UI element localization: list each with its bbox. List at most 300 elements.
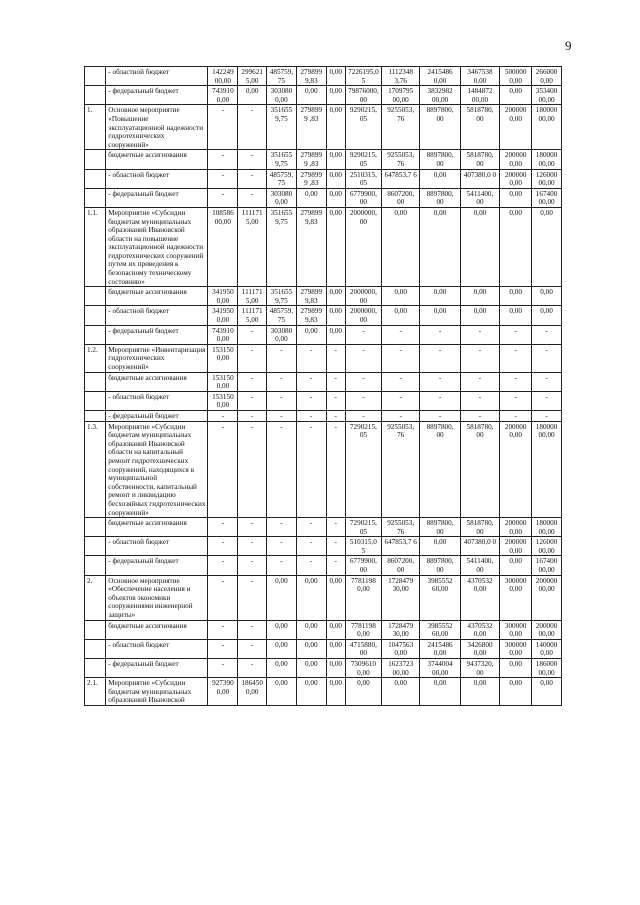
- amount-cell: 407380,0 0: [460, 537, 499, 556]
- amount-cell: -: [296, 556, 326, 575]
- amount-cell: 0,00: [296, 678, 326, 706]
- amount-cell: 279899 9,83: [296, 67, 326, 86]
- amount-cell: -: [345, 372, 381, 391]
- amount-cell: 153150 0,00: [208, 344, 238, 372]
- amount-cell: 126000 00,00: [532, 169, 562, 188]
- amount-cell: 0,00: [500, 556, 532, 575]
- row-name: - областной бюджет: [106, 391, 208, 410]
- amount-cell: 0,00: [326, 150, 345, 169]
- amount-cell: 8897800, 00: [420, 421, 460, 518]
- row-number: [85, 306, 106, 325]
- amount-cell: 0,00: [500, 188, 532, 207]
- amount-cell: 7226195,0 5: [345, 67, 381, 86]
- amount-cell: -: [238, 575, 267, 620]
- page-number: 9: [565, 38, 572, 53]
- amount-cell: 3985552 60,00: [420, 620, 460, 639]
- amount-cell: 0,00: [420, 537, 460, 556]
- amount-cell: 167400 00,00: [532, 188, 562, 207]
- amount-cell: 7290215, 05: [345, 518, 381, 537]
- amount-cell: -: [420, 372, 460, 391]
- amount-cell: 2000000, 00: [345, 287, 381, 306]
- row-name: Основное мероприятие «Обеспечение населения и объектов экономики сооружениями инженерной защиты»: [106, 575, 208, 620]
- table-row: [85, 639, 562, 658]
- amount-cell: -: [532, 344, 562, 372]
- amount-cell: 4370532 0,00: [460, 620, 499, 639]
- table-row: [85, 575, 562, 620]
- amount-cell: 186000 00,00: [532, 659, 562, 678]
- amount-cell: 180000 00,00: [532, 518, 562, 537]
- amount-cell: -: [460, 391, 499, 410]
- amount-cell: 0,00: [326, 678, 345, 706]
- amount-cell: -: [382, 372, 420, 391]
- table-row: [85, 188, 562, 207]
- row-name: - областной бюджет: [106, 67, 208, 86]
- amount-cell: -: [238, 639, 267, 658]
- amount-cell: -: [296, 518, 326, 537]
- amount-cell: 9437320, 00: [460, 659, 499, 678]
- amount-cell: 200000 00,00: [532, 575, 562, 620]
- amount-cell: -: [267, 372, 297, 391]
- table-row: [85, 306, 562, 325]
- amount-cell: 1709795 00,00: [382, 86, 420, 105]
- amount-cell: -: [345, 391, 381, 410]
- amount-cell: 0,00: [500, 306, 532, 325]
- row-number: [85, 391, 106, 410]
- amount-cell: 111171 5,00: [238, 207, 267, 286]
- row-number: [85, 372, 106, 391]
- amount-cell: -: [238, 344, 267, 372]
- amount-cell: 153150 0,00: [208, 391, 238, 410]
- row-name: - федеральный бюджет: [106, 325, 208, 344]
- amount-cell: -: [420, 410, 460, 421]
- amount-cell: 0,00: [500, 287, 532, 306]
- amount-cell: 0,00: [532, 207, 562, 286]
- amount-cell: -: [345, 344, 381, 372]
- amount-cell: 8897800, 00: [420, 518, 460, 537]
- amount-cell: -: [532, 391, 562, 410]
- amount-cell: 0,00: [326, 659, 345, 678]
- amount-cell: 7781198 0,00: [345, 575, 381, 620]
- row-name: бюджетные ассигнования: [106, 150, 208, 169]
- amount-cell: 3832982 00,00: [420, 86, 460, 105]
- row-number: [85, 639, 106, 658]
- row-name: - областной бюджет: [106, 169, 208, 188]
- amount-cell: -: [460, 325, 499, 344]
- amount-cell: 341950 0,00: [208, 287, 238, 306]
- amount-cell: -: [532, 410, 562, 421]
- amount-cell: 9290215, 05: [345, 105, 381, 150]
- amount-cell: 4370532 0,00: [460, 575, 499, 620]
- amount-cell: 200000 0,00: [500, 169, 532, 188]
- amount-cell: 2798999 ,83: [296, 150, 326, 169]
- amount-cell: 0,00: [420, 207, 460, 286]
- amount-cell: 200000 0,00: [500, 537, 532, 556]
- amount-cell: 300000 0,00: [500, 575, 532, 620]
- row-name: бюджетные ассигнования: [106, 287, 208, 306]
- amount-cell: 0,00: [296, 188, 326, 207]
- amount-cell: 111171 5,00: [238, 306, 267, 325]
- amount-cell: 79876000, 00: [345, 86, 381, 105]
- amount-cell: -: [500, 372, 532, 391]
- amount-cell: 0,00: [296, 86, 326, 105]
- amount-cell: 0,00: [326, 575, 345, 620]
- amount-cell: 279899 9,83: [296, 306, 326, 325]
- amount-cell: -: [420, 344, 460, 372]
- amount-cell: -: [238, 620, 267, 639]
- amount-cell: 351655 9,75: [267, 150, 297, 169]
- row-number: [85, 556, 106, 575]
- amount-cell: 647853,7 6: [382, 169, 420, 188]
- amount-cell: 0,00: [326, 86, 345, 105]
- amount-cell: 0,00: [500, 207, 532, 286]
- amount-cell: 5411400, 00: [460, 188, 499, 207]
- amount-cell: 266000 0,00: [532, 67, 562, 86]
- table-row: [85, 86, 562, 105]
- amount-cell: -: [326, 421, 345, 518]
- row-number: 2.: [85, 575, 106, 620]
- table-row: [85, 678, 562, 706]
- amount-cell: 1112348 3,76: [382, 67, 420, 86]
- amount-cell: 500000 0,00: [500, 67, 532, 86]
- amount-cell: 0,00: [238, 86, 267, 105]
- amount-cell: 8897800, 00: [420, 150, 460, 169]
- amount-cell: -: [238, 421, 267, 518]
- amount-cell: -: [208, 169, 238, 188]
- amount-cell: -: [296, 344, 326, 372]
- amount-cell: 0,00: [382, 678, 420, 706]
- amount-cell: 303080 0,00: [267, 86, 297, 105]
- amount-cell: 0,00: [500, 659, 532, 678]
- amount-cell: -: [267, 391, 297, 410]
- row-number: [85, 410, 106, 421]
- amount-cell: 647853,7 6: [382, 537, 420, 556]
- amount-cell: 0,00: [267, 639, 297, 658]
- row-name: бюджетные ассигнования: [106, 372, 208, 391]
- amount-cell: 111171 5,00: [238, 287, 267, 306]
- amount-cell: -: [208, 537, 238, 556]
- amount-cell: -: [238, 556, 267, 575]
- amount-cell: -: [326, 372, 345, 391]
- amount-cell: 7290215, 05: [345, 421, 381, 518]
- table-row: [85, 287, 562, 306]
- row-number: [85, 518, 106, 537]
- amount-cell: 0,00: [532, 306, 562, 325]
- amount-cell: -: [208, 556, 238, 575]
- row-number: [85, 169, 106, 188]
- amount-cell: 3985552 60,00: [420, 575, 460, 620]
- amount-cell: -: [208, 620, 238, 639]
- amount-cell: 153150 0,00: [208, 372, 238, 391]
- amount-cell: -: [382, 410, 420, 421]
- row-number: [85, 620, 106, 639]
- amount-cell: 0,00: [382, 306, 420, 325]
- row-name: бюджетные ассигнования: [106, 518, 208, 537]
- amount-cell: 0,00: [460, 678, 499, 706]
- amount-cell: 108586 00,00: [208, 207, 238, 286]
- amount-cell: -: [238, 372, 267, 391]
- amount-cell: 7781198 0,00: [345, 620, 381, 639]
- table-row: [85, 169, 562, 188]
- row-name: Мероприятие «Субсидии бюджетам муниципальных образований Ивановской: [106, 678, 208, 706]
- amount-cell: 8897800, 00: [420, 105, 460, 150]
- amount-cell: -: [238, 150, 267, 169]
- table-row: [85, 150, 562, 169]
- amount-cell: 142249 00,00: [208, 67, 238, 86]
- row-name: - областной бюджет: [106, 639, 208, 658]
- amount-cell: 3426800 0,00: [460, 639, 499, 658]
- table-row: [85, 344, 562, 372]
- amount-cell: 8897800, 00: [420, 188, 460, 207]
- amount-cell: -: [208, 188, 238, 207]
- amount-cell: 0,00: [296, 639, 326, 658]
- amount-cell: 7309610 0,00: [345, 659, 381, 678]
- amount-cell: -: [238, 518, 267, 537]
- amount-cell: 0,00: [296, 659, 326, 678]
- row-name: - федеральный бюджет: [106, 659, 208, 678]
- amount-cell: 180000 00,00: [532, 150, 562, 169]
- amount-cell: 5818780, 00: [460, 421, 499, 518]
- amount-cell: -: [267, 410, 297, 421]
- row-number: [85, 188, 106, 207]
- amount-cell: 180000 00,00: [532, 421, 562, 518]
- amount-cell: -: [420, 391, 460, 410]
- amount-cell: 5818780, 00: [460, 518, 499, 537]
- amount-cell: -: [382, 325, 420, 344]
- amount-cell: -: [345, 325, 381, 344]
- amount-cell: 9290215, 05: [345, 150, 381, 169]
- amount-cell: 0,00: [500, 86, 532, 105]
- amount-cell: 0,00: [382, 207, 420, 286]
- table-row: [85, 620, 562, 639]
- row-name: Основное мероприятие «Повышение эксплуатационной надежности гидротехнических сооружений»: [106, 105, 208, 150]
- amount-cell: -: [382, 344, 420, 372]
- amount-cell: -: [460, 344, 499, 372]
- amount-cell: -: [326, 537, 345, 556]
- amount-cell: 9255053, 76: [382, 150, 420, 169]
- row-number: [85, 86, 106, 105]
- table-row: [85, 537, 562, 556]
- amount-cell: -: [238, 659, 267, 678]
- amount-cell: 351655 9,75: [267, 207, 297, 286]
- amount-cell: 5818780, 00: [460, 150, 499, 169]
- amount-cell: 9255053, 76: [382, 105, 420, 150]
- amount-cell: 1047563 0,00: [382, 639, 420, 658]
- amount-cell: -: [500, 344, 532, 372]
- row-name: - федеральный бюджет: [106, 410, 208, 421]
- amount-cell: 0,00: [532, 287, 562, 306]
- amount-cell: -: [238, 410, 267, 421]
- amount-cell: 0,00: [326, 639, 345, 658]
- amount-cell: -: [238, 105, 267, 150]
- amount-cell: 8607200, 00: [382, 188, 420, 207]
- amount-cell: 0,00: [326, 207, 345, 286]
- amount-cell: 303080 0,00: [267, 325, 297, 344]
- amount-cell: -: [460, 372, 499, 391]
- amount-cell: 0,00: [296, 325, 326, 344]
- row-number: 2.1.: [85, 678, 106, 706]
- amount-cell: -: [267, 556, 297, 575]
- amount-cell: 0,00: [532, 678, 562, 706]
- amount-cell: -: [296, 372, 326, 391]
- amount-cell: -: [208, 639, 238, 658]
- amount-cell: -: [382, 391, 420, 410]
- amount-cell: 4715880, 00: [345, 639, 381, 658]
- table-row: [85, 372, 562, 391]
- table-row: [85, 105, 562, 150]
- amount-cell: 0,00: [420, 306, 460, 325]
- table-row: [85, 410, 562, 421]
- row-number: 1.3.: [85, 421, 106, 518]
- amount-cell: -: [326, 556, 345, 575]
- amount-cell: 5411400, 00: [460, 556, 499, 575]
- amount-cell: -: [208, 575, 238, 620]
- table-row: [85, 421, 562, 518]
- amount-cell: -: [208, 518, 238, 537]
- amount-cell: 300000 0,00: [500, 620, 532, 639]
- row-number: [85, 659, 106, 678]
- amount-cell: 0,00: [326, 67, 345, 86]
- amount-cell: 0,00: [267, 659, 297, 678]
- amount-cell: 200000 0,00: [500, 518, 532, 537]
- row-number: [85, 537, 106, 556]
- amount-cell: -: [267, 537, 297, 556]
- amount-cell: 9255053, 76: [382, 421, 420, 518]
- amount-cell: 743910 0,00: [208, 325, 238, 344]
- amount-cell: 0,00: [460, 207, 499, 286]
- row-name: бюджетные ассигнования: [106, 620, 208, 639]
- amount-cell: 351655 9,75: [267, 287, 297, 306]
- amount-cell: -: [296, 537, 326, 556]
- amount-cell: 6779900, 00: [345, 188, 381, 207]
- amount-cell: 1623723 00,00: [382, 659, 420, 678]
- amount-cell: 186450 0,00: [238, 678, 267, 706]
- amount-cell: -: [296, 421, 326, 518]
- amount-cell: 353400 00,00: [532, 86, 562, 105]
- amount-cell: 2798999 ,83: [296, 169, 326, 188]
- amount-cell: -: [326, 391, 345, 410]
- amount-cell: 303080 0,00: [267, 188, 297, 207]
- table-row: [85, 391, 562, 410]
- row-number: 1.1.: [85, 207, 106, 286]
- amount-cell: 0,00: [296, 575, 326, 620]
- amount-cell: 279899 9,83: [296, 287, 326, 306]
- amount-cell: 9255053, 76: [382, 518, 420, 537]
- amount-cell: -: [500, 391, 532, 410]
- amount-cell: 0,00: [326, 169, 345, 188]
- row-number: [85, 287, 106, 306]
- amount-cell: -: [267, 518, 297, 537]
- amount-cell: 0,00: [326, 105, 345, 150]
- amount-cell: -: [532, 325, 562, 344]
- row-name: - областной бюджет: [106, 537, 208, 556]
- amount-cell: 510315,0 5: [345, 537, 381, 556]
- amount-cell: 8897800, 00: [420, 556, 460, 575]
- amount-cell: 167400 00,00: [532, 556, 562, 575]
- amount-cell: 0,00: [326, 620, 345, 639]
- table-row: [85, 67, 562, 86]
- amount-cell: 0,00: [267, 620, 297, 639]
- amount-cell: 300000 0,00: [500, 639, 532, 658]
- amount-cell: -: [326, 344, 345, 372]
- amount-cell: -: [238, 188, 267, 207]
- amount-cell: -: [532, 372, 562, 391]
- amount-cell: -: [460, 410, 499, 421]
- amount-cell: -: [208, 659, 238, 678]
- amount-cell: -: [500, 410, 532, 421]
- amount-cell: 1728479 30,00: [382, 620, 420, 639]
- amount-cell: 200000 0,00: [500, 105, 532, 150]
- amount-cell: -: [500, 325, 532, 344]
- row-name: - областной бюджет: [106, 306, 208, 325]
- amount-cell: 0,00: [267, 678, 297, 706]
- amount-cell: -: [420, 325, 460, 344]
- amount-cell: 0,00: [420, 287, 460, 306]
- amount-cell: 0,00: [326, 188, 345, 207]
- amount-cell: 2415486 0,00: [420, 639, 460, 658]
- amount-cell: -: [238, 325, 267, 344]
- amount-cell: 200000 0,00: [500, 150, 532, 169]
- amount-cell: 2510315, 05: [345, 169, 381, 188]
- amount-cell: -: [267, 344, 297, 372]
- amount-cell: -: [326, 410, 345, 421]
- table-row: [85, 207, 562, 286]
- amount-cell: 0,00: [296, 620, 326, 639]
- amount-cell: 200000 0,00: [500, 421, 532, 518]
- amount-cell: 3744004 00,00: [420, 659, 460, 678]
- amount-cell: -: [238, 391, 267, 410]
- amount-cell: 180000 00,00: [532, 105, 562, 150]
- amount-cell: -: [238, 169, 267, 188]
- amount-cell: -: [238, 537, 267, 556]
- amount-cell: 351655 9,75: [267, 105, 297, 150]
- amount-cell: 1484872 00,00: [460, 86, 499, 105]
- row-number: [85, 150, 106, 169]
- amount-cell: 0,00: [420, 678, 460, 706]
- amount-cell: 743910 0,00: [208, 86, 238, 105]
- budget-table: [84, 66, 562, 706]
- amount-cell: 2000000, 00: [345, 207, 381, 286]
- row-name: - федеральный бюджет: [106, 556, 208, 575]
- amount-cell: 2415486 0,00: [420, 67, 460, 86]
- amount-cell: 0,00: [500, 678, 532, 706]
- row-name: - федеральный бюджет: [106, 188, 208, 207]
- amount-cell: -: [326, 518, 345, 537]
- amount-cell: 6779900, 00: [345, 556, 381, 575]
- row-number: [85, 325, 106, 344]
- row-name: Мероприятие «Субсидии бюджетам муниципальных образований Ивановской области на капитальный ремонт гидротехнических сооружений, находящихся в муниципальной собственности, капитальный ремонт и ликвидацию бесхозяйных гидротехнических сооружений»: [106, 421, 208, 518]
- amount-cell: 140000 0,00: [532, 639, 562, 658]
- amount-cell: -: [296, 410, 326, 421]
- amount-cell: 0,00: [326, 287, 345, 306]
- amount-cell: 485759, 75: [267, 169, 297, 188]
- amount-cell: 0,00: [460, 306, 499, 325]
- amount-cell: -: [208, 410, 238, 421]
- amount-cell: 8607200, 00: [382, 556, 420, 575]
- row-name: - федеральный бюджет: [106, 86, 208, 105]
- amount-cell: 0,00: [382, 287, 420, 306]
- amount-cell: 2798999 ,83: [296, 105, 326, 150]
- amount-cell: 341950 0,00: [208, 306, 238, 325]
- table-row: [85, 659, 562, 678]
- amount-cell: 1728479 30,00: [382, 575, 420, 620]
- amount-cell: 0,00: [460, 287, 499, 306]
- amount-cell: -: [296, 391, 326, 410]
- amount-cell: -: [345, 410, 381, 421]
- amount-cell: 5818780, 00: [460, 105, 499, 150]
- amount-cell: 0,00: [326, 325, 345, 344]
- row-name: Мероприятие «Инвентаризация гидротехнических сооружений»: [106, 344, 208, 372]
- row-name: Мероприятие «Субсидии бюджетам муниципальных образований Ивановской области на повышение эксплуатационной надежности гидротехнических сооружений путем их приведения к безопасному техническому состоянию»: [106, 207, 208, 286]
